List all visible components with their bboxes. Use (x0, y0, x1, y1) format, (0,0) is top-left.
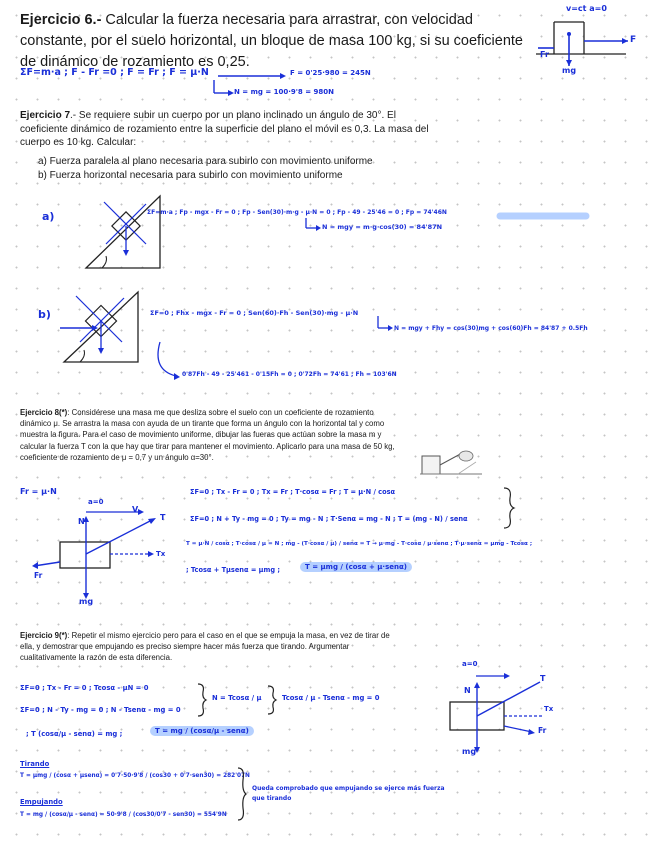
ex6-friction-label: Fr (540, 50, 549, 59)
ex8-fr-label: Fr (34, 571, 43, 580)
ex8-text: : Considérese una masa me que desliza sobre el suelo con un coeficiente de rozamiento dinámico μ. Se arrastra la masa con ayuda de un tirante que forma un ángulo con la horizontal tal y como muestra la figura. Para el caso de movimiento uniforme, dibujar las fueras que actúan sobre la masa m y calcular la fuerza T con la que hay que tirar para mantener el movimiento. Aplicarlo para una masa de 50 kg, coeficiente de rozamiento de μ = 0,7 y un ángulo α=30°. (20, 408, 395, 462)
ex6-text: Calcular la fuerza necesaria para arrastrar, con velocidad constante, por el suelo horizontal, un bloque de masa 100 kg, si su coeficiente de dinámico de rozamiento es 0,25. (20, 12, 523, 70)
ex9-pull-heading: Tirando (20, 760, 50, 768)
ex9-tension-label: T (540, 674, 546, 683)
ex6-hand-result: F = 0'25·980 = 245N (290, 69, 371, 77)
ex7a-incline-diagram (84, 188, 164, 272)
ex8-tx-label: Tx (156, 550, 166, 558)
ex8-accel-label: a=0 (88, 498, 104, 506)
ex9-normal-label: N (464, 686, 471, 695)
ex7a-line2: N = mgy = m·g·cos(30) = 84'87N (322, 223, 443, 231)
ex8-eq2: ΣF=0 ; N + Ty - mg = 0 ; Ty = mg - N ; T·Senα = mg - N ; T = (mg - N) / senα (190, 515, 468, 523)
ex7-item-a: a) Fuerza paralela al plano necesaria para subirlo con movimiento uniforme (38, 156, 373, 167)
ex6-hand-line2: N = mg = 100·9'8 = 980N (234, 88, 335, 96)
ex7a-highlight-stroke (500, 211, 590, 221)
ex9-push-result: T = mg / (cosα/μ - senα) = 50·9'8 / (cos30/0'7 - sen30) = 554'9N (20, 812, 227, 818)
ex7-item-list (38, 155, 438, 182)
ex7a-line1: ΣF=m·a ; Fp - mgx - Fr = 0 ; Fp - Sen(30)·m·g - μ·N = 0 ; Fp - 49 - 25'46 = 0 ; Fp = 74'46N (147, 209, 447, 216)
ex9-tx-label: Tx (544, 705, 554, 713)
ex9-result-highlight: T = mg / (cosα/μ - senα) (150, 726, 254, 736)
ex9-eq-mid: N = Tcosα / μ (212, 694, 262, 702)
ex9-pull-result: T = μmg / (cosα + μsenα) = 0'7·50·9'8 / (cos30 + 0'7·sen30) = 282'07N (20, 773, 250, 779)
ex9-statement (20, 630, 398, 664)
ex9-eq1: ΣF=0 ; Tx - Fr = 0 ; Tcosα - μN = 0 (20, 684, 149, 692)
ex9-brace-3 (236, 766, 248, 822)
ex6-heading: Ejercicio 6.- (20, 12, 102, 28)
ex9-brace-1 (196, 682, 208, 718)
ex8-free-body-diagram (30, 496, 190, 606)
ex6-diagram-velocity: v=ct a=0 (566, 4, 607, 13)
ex8-fr-note: Fr = μ·N (20, 487, 57, 496)
ex6-hand-line1: ΣF=m·a ; F - Fr =0 ; F = Fr ; F = μ·N (20, 67, 209, 78)
ex8-eq1: ΣF=0 ; Tx - Fr = 0 ; Tx = Fr ; T·cosα = Fr ; T = μ·N / cosα (190, 488, 396, 496)
ex9-mg-label: mg (462, 747, 477, 756)
ex8-result-highlight: T = μmg / (cosα + μ·senα) (300, 562, 412, 572)
ex9-push-heading: Empujando (20, 798, 63, 806)
ex9-conclusion: Queda comprobado que empujando se ejerce más fuerza que tirando (252, 785, 445, 802)
ex7b-line2: N = mgy + Fhy = cos(30)mg + cos(60)Fh = 84'87 + 0.5Fh (394, 325, 588, 332)
ex8-statement (20, 407, 398, 463)
ex7b-line1: ΣF=0 ; Fhx - mgx - Fr = 0 ; Sen(60)·Fh - Sen(30)·mg - μ·N (150, 309, 359, 317)
ex8-brace (502, 486, 516, 530)
ex9-heading: Ejercicio 9(*) (20, 631, 68, 640)
ex9-accel-label: a=0 (462, 660, 478, 668)
ex8-eq3: T = μ·N / cosα ; T·cosα / μ = N ; mg - (T·cosα / μ) / senα = T → μ·mg - T·cosα / μ·senα ; T·μ·senα = μmg - Tcosα ; (186, 541, 533, 547)
ex9-eq2: ΣF=0 ; N - Ty - mg = 0 ; N - Tsenα - mg = 0 (20, 706, 181, 714)
ex8-normal-label: N (78, 517, 85, 526)
ex9-eq3-pre: ; T (cosα/μ - senα) = mg ; (26, 730, 123, 738)
ex6-statement (20, 10, 525, 73)
ex8-tension-label: T (160, 513, 166, 522)
ex7-heading: Ejercicio 7 (20, 110, 71, 121)
ex6-weight-label: mg (562, 66, 577, 75)
ex8-heading: Ejercicio 8(*) (20, 408, 68, 417)
ex7b-incline-diagram (60, 290, 160, 370)
ex7a-label: a) (42, 210, 55, 223)
ex7-text: .- Se requiere subir un cuerpo por un plano inclinado un ángulo de 30°. El coeficiente dinámico de rozamiento entre la superficie del plano el móvil es 0,3. La masa del cuerpo es 10 kg. Calcular: (20, 110, 429, 148)
ex7-statement (20, 109, 435, 150)
ex6-force-label: F (630, 35, 637, 45)
ex7b-line3: 0'87Fh - 49 - 25'461 - 0'15Fh = 0 ; 0'72Fh = 74'61 ; Fh = 103'6N (182, 371, 397, 378)
ex8-eq4-pre: ; Tcosα + Tμsenα = μmg ; (186, 566, 281, 574)
ex6-arrow (218, 71, 298, 101)
ex9-eq-right: Tcosα / μ - Tsenα - mg = 0 (282, 694, 380, 702)
ex7b-label: b) (38, 308, 51, 321)
ex7-item-b: b) Fuerza horizontal necesaria para subirlo con movimiento uniforme (38, 169, 343, 181)
ex9-fr-label: Fr (538, 726, 547, 735)
ex9-text: : Repetir el mismo ejercicio pero para el caso en el que se empuja la masa, en vez de tirar de ella, y demostrar que empujando es preciso siempre hacer más fuerza que tirando. Argumentar cualitativamente la razón de esta diferencia. (20, 631, 390, 663)
ex9-brace-2 (266, 684, 278, 716)
ex8-figure (420, 448, 482, 482)
ex8-mg-label: mg (79, 597, 94, 606)
ex8-velocity-label: V (132, 505, 139, 514)
